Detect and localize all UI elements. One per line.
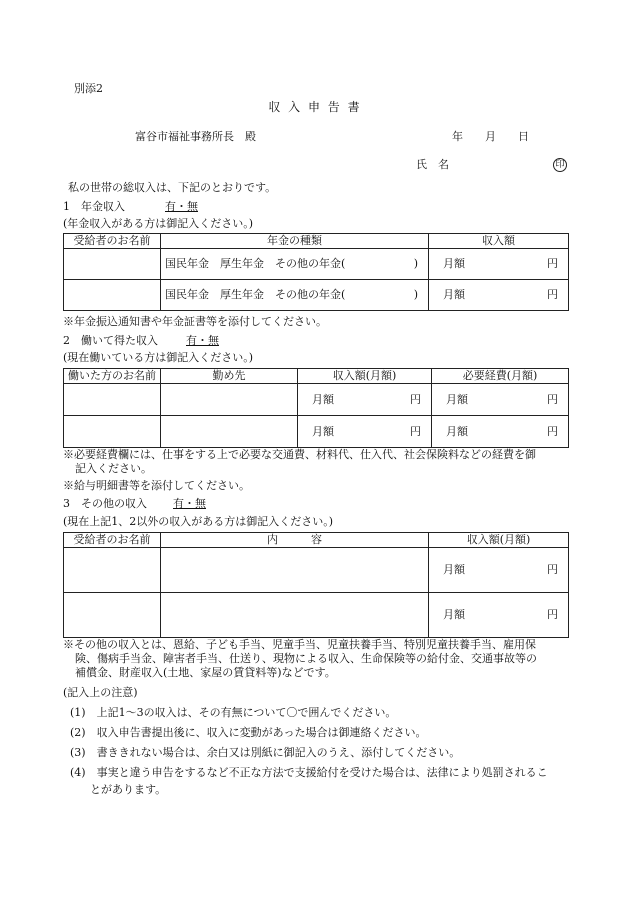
yen-label: 円 [547, 288, 558, 302]
table-row [64, 593, 569, 638]
yen-label: 円 [410, 392, 421, 406]
section3-footnote-c: 補償金、財産収入(土地、家屋の賃貸料等)などです。 [75, 666, 336, 679]
pension-header-name: 受給者のお名前 [64, 234, 161, 249]
other-name-cell[interactable] [64, 548, 161, 593]
table-row [64, 384, 569, 416]
name-label: 氏 名 [416, 158, 449, 171]
yen-label: 円 [410, 424, 421, 438]
pension-name-cell[interactable] [64, 249, 161, 280]
yen-label: 円 [547, 257, 558, 271]
note-item: (4) 事実と違う申告をするなど不正な方法で支援給付を受けた場合は、法律により処罰されるこ [70, 766, 548, 779]
pension-amount-cell[interactable] [429, 249, 569, 280]
earnings-table [63, 368, 569, 448]
table-row [64, 249, 569, 280]
addressee: 富谷市福祉事務所長 殿 [135, 130, 256, 143]
section1-footnote: ※年金振込通知書や年金証書等を添付してください。 [63, 315, 327, 328]
other-content-cell[interactable] [161, 548, 429, 593]
pension-name-cell[interactable] [64, 280, 161, 311]
earnings-header-income: 収入額(月額) [298, 369, 432, 384]
earnings-header-name: 働いた方のお名前 [64, 369, 161, 384]
note-item: (1) 上記1～3の収入は、その有無について〇で囲んでください。 [70, 706, 397, 719]
section3-note: (現在上記1、2以外の収入がある方は御記入ください。) [63, 515, 334, 528]
employer-cell[interactable] [161, 384, 298, 416]
month-label: 月額 [443, 257, 465, 271]
income-cell[interactable] [298, 384, 432, 416]
month-label: 月額 [443, 563, 465, 577]
section2-footnote-1b: 記入ください。 [75, 462, 152, 475]
other-amount-cell[interactable] [429, 593, 569, 638]
earnings-header-employer: 勤め先 [161, 369, 298, 384]
month-label: 月額 [312, 392, 334, 406]
yen-label: 円 [547, 608, 558, 622]
other-header-name: 受給者のお名前 [64, 533, 161, 548]
page-title: 収 入 申 告 書 [268, 100, 362, 114]
date-month: 月 [485, 130, 496, 143]
annex-label: 別添2 [74, 82, 103, 95]
month-label: 月額 [446, 424, 468, 438]
pension-type-close: ) [413, 288, 418, 302]
notes-heading: (記入上の注意) [63, 686, 138, 699]
note-item: (2) 収入申告書提出後に、収入に変動があった場合は御連絡ください。 [70, 726, 427, 739]
section3-footnote-b: 険、傷病手当金、障害者手当、仕送り、現物による収入、生命保険等の給付金、交通事故等の [75, 652, 537, 665]
section3-footnote-a: ※その他の収入とは、恩給、子ども手当、児童手当、児童扶養手当、特別児童扶養手当、雇用保 [63, 638, 536, 651]
section1-choice: 有・無 [165, 200, 198, 213]
seal-text: 印 [553, 158, 567, 172]
pension-type-close: ) [413, 257, 418, 271]
section2-choice: 有・無 [186, 334, 219, 347]
section2-note: (現在働いている方は御記入ください。) [63, 351, 254, 364]
other-header-content: 内 容 [161, 533, 429, 548]
other-header-amount: 収入額(月額) [429, 533, 569, 548]
income-cell[interactable] [298, 416, 432, 448]
pension-type-cell[interactable] [161, 280, 429, 311]
note-item-continued: とがあります。 [90, 783, 167, 796]
note-item: (3) 書ききれない場合は、余白又は別紙に御記入のうえ、添付してください。 [70, 746, 461, 759]
pension-header-amount: 収入額 [429, 234, 569, 249]
pension-type-cell[interactable] [161, 249, 429, 280]
yen-label: 円 [547, 392, 558, 406]
earnings-header-expenses: 必要経費(月額) [432, 369, 569, 384]
pension-header-type: 年金の種類 [161, 234, 429, 249]
pension-type-options: 国民年金 厚生年金 その他の年金( [165, 288, 346, 302]
other-amount-cell[interactable] [429, 548, 569, 593]
section3-heading: 3 その他の収入 [63, 497, 147, 510]
section3-choice: 有・無 [173, 497, 206, 510]
other-name-cell[interactable] [64, 593, 161, 638]
table-row [64, 548, 569, 593]
section2-footnote-1a: ※必要経費欄には、仕事をする上で必要な交通費、材料代、仕入代、社会保険料などの経費を御 [63, 448, 536, 461]
month-label: 月額 [443, 288, 465, 302]
section1-heading: 1 年金収入 [63, 200, 125, 213]
month-label: 月額 [446, 392, 468, 406]
intro-text: 私の世帯の総収入は、下記のとおりです。 [68, 181, 277, 194]
employer-cell[interactable] [161, 416, 298, 448]
earner-name-cell[interactable] [64, 416, 161, 448]
month-label: 月額 [443, 608, 465, 622]
month-label: 月額 [312, 424, 334, 438]
earner-name-cell[interactable] [64, 384, 161, 416]
pension-type-options: 国民年金 厚生年金 その他の年金( [165, 257, 346, 271]
other-income-table [63, 532, 569, 638]
table-row [64, 416, 569, 448]
date-year: 年 [452, 130, 463, 143]
section2-footnote-2: ※給与明細書等を添付してください。 [63, 479, 250, 492]
table-row [64, 280, 569, 311]
pension-amount-cell[interactable] [429, 280, 569, 311]
expenses-cell[interactable] [432, 384, 569, 416]
pension-table [63, 233, 569, 311]
section2-heading: 2 働いて得た収入 [63, 334, 158, 347]
expenses-cell[interactable] [432, 416, 569, 448]
yen-label: 円 [547, 424, 558, 438]
seal-mark [553, 157, 567, 172]
yen-label: 円 [547, 563, 558, 577]
other-content-cell[interactable] [161, 593, 429, 638]
date-day: 日 [518, 130, 529, 143]
section1-note: (年金収入がある方は御記入ください。) [63, 217, 254, 230]
